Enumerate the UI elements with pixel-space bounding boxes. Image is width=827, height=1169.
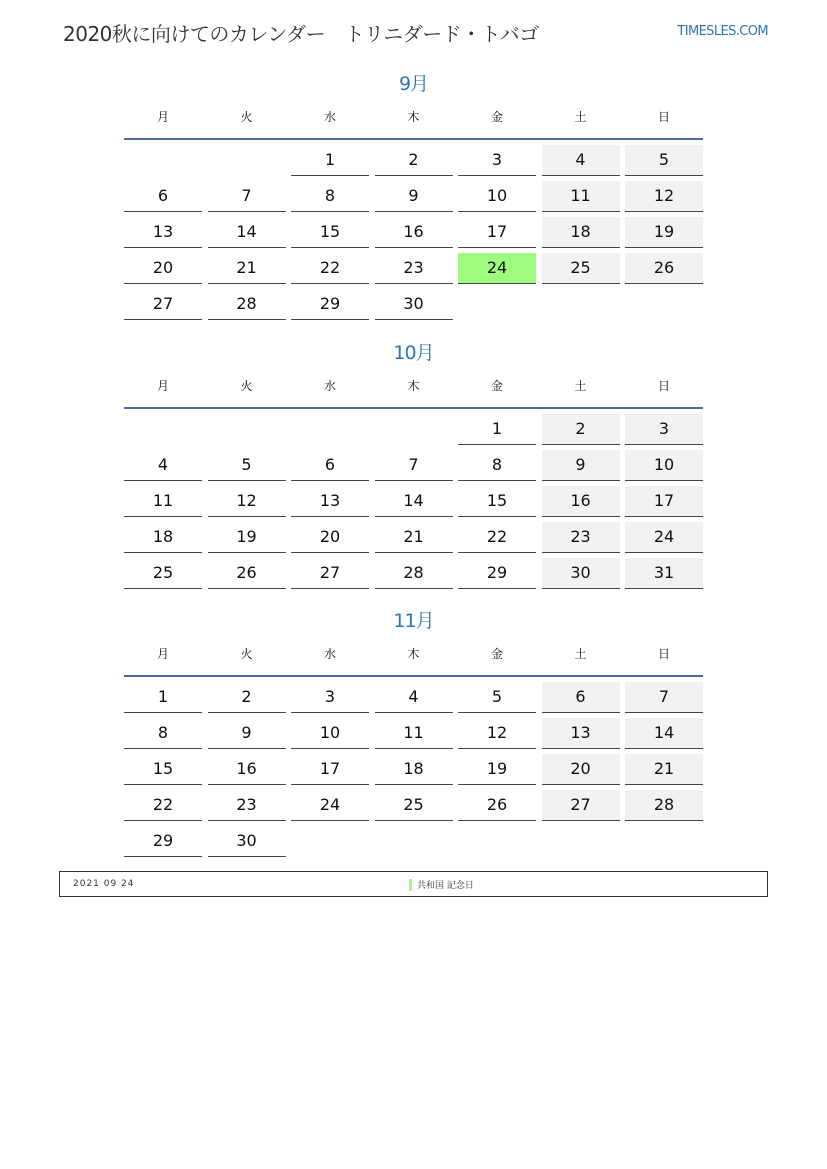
day-cell[interactable]: 15 xyxy=(124,754,202,785)
day-cell[interactable]: 5 xyxy=(458,682,536,713)
day-cell[interactable]: 28 xyxy=(208,289,286,320)
day-cell[interactable]: 30 xyxy=(375,289,453,320)
weekday-header xyxy=(124,369,703,409)
day-cell[interactable]: 2 xyxy=(375,145,453,176)
holiday-legend-box xyxy=(59,871,768,897)
empty-day-cell xyxy=(208,414,286,444)
day-cell[interactable]: 19 xyxy=(208,522,286,553)
day-cell[interactable]: 29 xyxy=(291,289,369,320)
week-row xyxy=(124,414,703,445)
day-cell[interactable]: 16 xyxy=(375,217,453,248)
day-cell[interactable]: 9 xyxy=(542,450,620,481)
day-cell[interactable]: 28 xyxy=(375,558,453,589)
day-cell[interactable]: 17 xyxy=(458,217,536,248)
weekday-label: 水 xyxy=(323,647,336,661)
day-cell[interactable]: 3 xyxy=(625,414,703,445)
weekday-label: 火 xyxy=(240,647,253,661)
day-cell[interactable]: 3 xyxy=(458,145,536,176)
month-title: 9月 xyxy=(398,73,429,95)
holiday-name: 共和国 記念日 xyxy=(417,881,474,891)
weekday-label: 日 xyxy=(657,379,670,393)
day-cell[interactable]: 12 xyxy=(208,486,286,517)
weekday-header xyxy=(124,637,703,677)
week-row xyxy=(124,718,703,749)
day-cell[interactable]: 29 xyxy=(124,826,202,857)
day-cell[interactable]: 18 xyxy=(542,217,620,248)
empty-day-cell xyxy=(124,414,202,444)
weekday-label: 土 xyxy=(574,379,587,393)
day-cell[interactable]: 23 xyxy=(208,790,286,821)
day-cell[interactable]: 7 xyxy=(208,181,286,212)
day-cell[interactable]: 9 xyxy=(375,181,453,212)
day-cell[interactable]: 6 xyxy=(291,450,369,481)
day-cell[interactable]: 27 xyxy=(542,790,620,821)
day-cell[interactable]: 27 xyxy=(291,558,369,589)
day-cell[interactable]: 13 xyxy=(291,486,369,517)
week-row xyxy=(124,754,703,785)
day-cell[interactable]: 8 xyxy=(458,450,536,481)
day-cell[interactable]: 1 xyxy=(458,414,536,445)
empty-day-cell xyxy=(208,145,286,175)
day-cell[interactable]: 14 xyxy=(208,217,286,248)
day-cell[interactable]: 13 xyxy=(542,718,620,749)
day-cell[interactable]: 30 xyxy=(208,826,286,857)
day-cell[interactable]: 26 xyxy=(458,790,536,821)
day-cell[interactable]: 11 xyxy=(124,486,202,517)
weekday-label: 月 xyxy=(156,647,169,661)
weekday-header xyxy=(124,100,703,140)
day-cell[interactable]: 29 xyxy=(458,558,536,589)
day-cell[interactable]: 23 xyxy=(542,522,620,553)
weekday-label: 木 xyxy=(407,647,420,661)
week-row xyxy=(124,289,703,320)
empty-day-cell xyxy=(542,289,620,319)
page-title: 2020秋に向けてのカレンダー トリニダード・トバゴ xyxy=(63,22,539,46)
weekday-label: 水 xyxy=(323,379,336,393)
day-cell[interactable]: 8 xyxy=(291,181,369,212)
weekday-label: 金 xyxy=(490,110,503,124)
day-cell[interactable]: 12 xyxy=(625,181,703,212)
week-row xyxy=(124,558,703,589)
day-cell[interactable]: 1 xyxy=(124,682,202,713)
day-cell[interactable]: 17 xyxy=(625,486,703,517)
day-cell[interactable]: 31 xyxy=(625,558,703,589)
week-row xyxy=(124,145,703,176)
day-cell[interactable]: 21 xyxy=(375,522,453,553)
day-cell[interactable]: 25 xyxy=(542,253,620,284)
day-cell[interactable]: 7 xyxy=(625,682,703,713)
day-cell[interactable]: 12 xyxy=(458,718,536,749)
day-cell[interactable]: 6 xyxy=(542,682,620,713)
empty-day-cell xyxy=(291,826,369,856)
day-cell[interactable]: 6 xyxy=(124,181,202,212)
day-cell[interactable]: 10 xyxy=(291,718,369,749)
week-row xyxy=(124,181,703,212)
day-cell[interactable]: 14 xyxy=(375,486,453,517)
weekday-label: 火 xyxy=(240,379,253,393)
day-cell[interactable]: 19 xyxy=(625,217,703,248)
day-cell[interactable]: 3 xyxy=(291,682,369,713)
empty-day-cell xyxy=(375,414,453,444)
empty-day-cell xyxy=(458,826,536,856)
day-cell[interactable]: 11 xyxy=(542,181,620,212)
day-cell[interactable]: 9 xyxy=(208,718,286,749)
weekday-label: 金 xyxy=(490,379,503,393)
day-cell[interactable]: 27 xyxy=(124,289,202,320)
day-cell[interactable]: 23 xyxy=(375,253,453,284)
day-cell[interactable]: 2 xyxy=(542,414,620,445)
day-cell[interactable]: 1 xyxy=(291,145,369,176)
empty-day-cell xyxy=(625,289,703,319)
day-cell[interactable]: 4 xyxy=(375,682,453,713)
day-cell[interactable]: 20 xyxy=(291,522,369,553)
month-title: 11月 xyxy=(393,610,434,632)
empty-day-cell xyxy=(124,145,202,175)
weekday-label: 水 xyxy=(323,110,336,124)
week-row xyxy=(124,682,703,713)
day-cell[interactable]: 5 xyxy=(625,145,703,176)
weekday-label: 火 xyxy=(240,110,253,124)
weekday-label: 土 xyxy=(574,647,587,661)
weekday-label: 土 xyxy=(574,110,587,124)
day-cell[interactable]: 17 xyxy=(291,754,369,785)
day-cell[interactable]: 21 xyxy=(208,253,286,284)
day-cell[interactable]: 18 xyxy=(375,754,453,785)
week-row xyxy=(124,253,703,284)
weekday-label: 日 xyxy=(657,647,670,661)
weekday-label: 月 xyxy=(156,379,169,393)
week-row xyxy=(124,217,703,248)
month-calendar xyxy=(124,337,703,589)
weekday-label: 木 xyxy=(407,110,420,124)
week-row xyxy=(124,826,703,857)
day-cell[interactable]: 26 xyxy=(208,558,286,589)
site-brand-link[interactable]: TIMESLES.COM xyxy=(677,24,768,39)
empty-day-cell xyxy=(625,826,703,856)
weekday-label: 日 xyxy=(657,110,670,124)
day-cell[interactable]: 8 xyxy=(124,718,202,749)
week-row xyxy=(124,450,703,481)
empty-day-cell xyxy=(291,414,369,444)
day-cell[interactable]: 10 xyxy=(458,181,536,212)
day-cell[interactable]: 28 xyxy=(625,790,703,821)
day-cell[interactable]: 11 xyxy=(375,718,453,749)
holiday-date: 2021 09 24 xyxy=(73,879,135,889)
day-cell[interactable]: 18 xyxy=(124,522,202,553)
day-cell[interactable]: 15 xyxy=(458,486,536,517)
holiday-color-swatch xyxy=(409,879,412,891)
day-cell[interactable]: 10 xyxy=(625,450,703,481)
day-cell[interactable]: 5 xyxy=(208,450,286,481)
day-cell[interactable]: 4 xyxy=(542,145,620,176)
day-cell[interactable]: 25 xyxy=(375,790,453,821)
day-cell[interactable]: 22 xyxy=(458,522,536,553)
empty-day-cell xyxy=(375,826,453,856)
week-row xyxy=(124,486,703,517)
day-cell[interactable]: 4 xyxy=(124,450,202,481)
day-cell[interactable]: 24 xyxy=(458,253,536,284)
week-row xyxy=(124,790,703,821)
day-cell[interactable]: 16 xyxy=(208,754,286,785)
weekday-label: 木 xyxy=(407,379,420,393)
day-cell[interactable]: 26 xyxy=(625,253,703,284)
day-cell[interactable]: 25 xyxy=(124,558,202,589)
day-cell[interactable]: 16 xyxy=(542,486,620,517)
day-cell[interactable]: 22 xyxy=(124,790,202,821)
month-calendar xyxy=(124,605,703,857)
day-cell[interactable]: 21 xyxy=(625,754,703,785)
day-cell[interactable]: 19 xyxy=(458,754,536,785)
weekday-label: 月 xyxy=(156,110,169,124)
day-cell[interactable]: 7 xyxy=(375,450,453,481)
month-calendar xyxy=(124,68,703,320)
day-cell[interactable]: 30 xyxy=(542,558,620,589)
weekday-label: 金 xyxy=(490,647,503,661)
day-cell[interactable]: 13 xyxy=(124,217,202,248)
day-cell[interactable]: 20 xyxy=(542,754,620,785)
day-cell[interactable]: 15 xyxy=(291,217,369,248)
week-row xyxy=(124,522,703,553)
day-cell[interactable]: 20 xyxy=(124,253,202,284)
day-cell[interactable]: 24 xyxy=(625,522,703,553)
holiday-legend xyxy=(409,878,474,891)
day-cell[interactable]: 2 xyxy=(208,682,286,713)
empty-day-cell xyxy=(458,289,536,319)
day-cell[interactable]: 24 xyxy=(291,790,369,821)
empty-day-cell xyxy=(542,826,620,856)
day-cell[interactable]: 14 xyxy=(625,718,703,749)
day-cell[interactable]: 22 xyxy=(291,253,369,284)
month-title: 10月 xyxy=(393,342,434,364)
